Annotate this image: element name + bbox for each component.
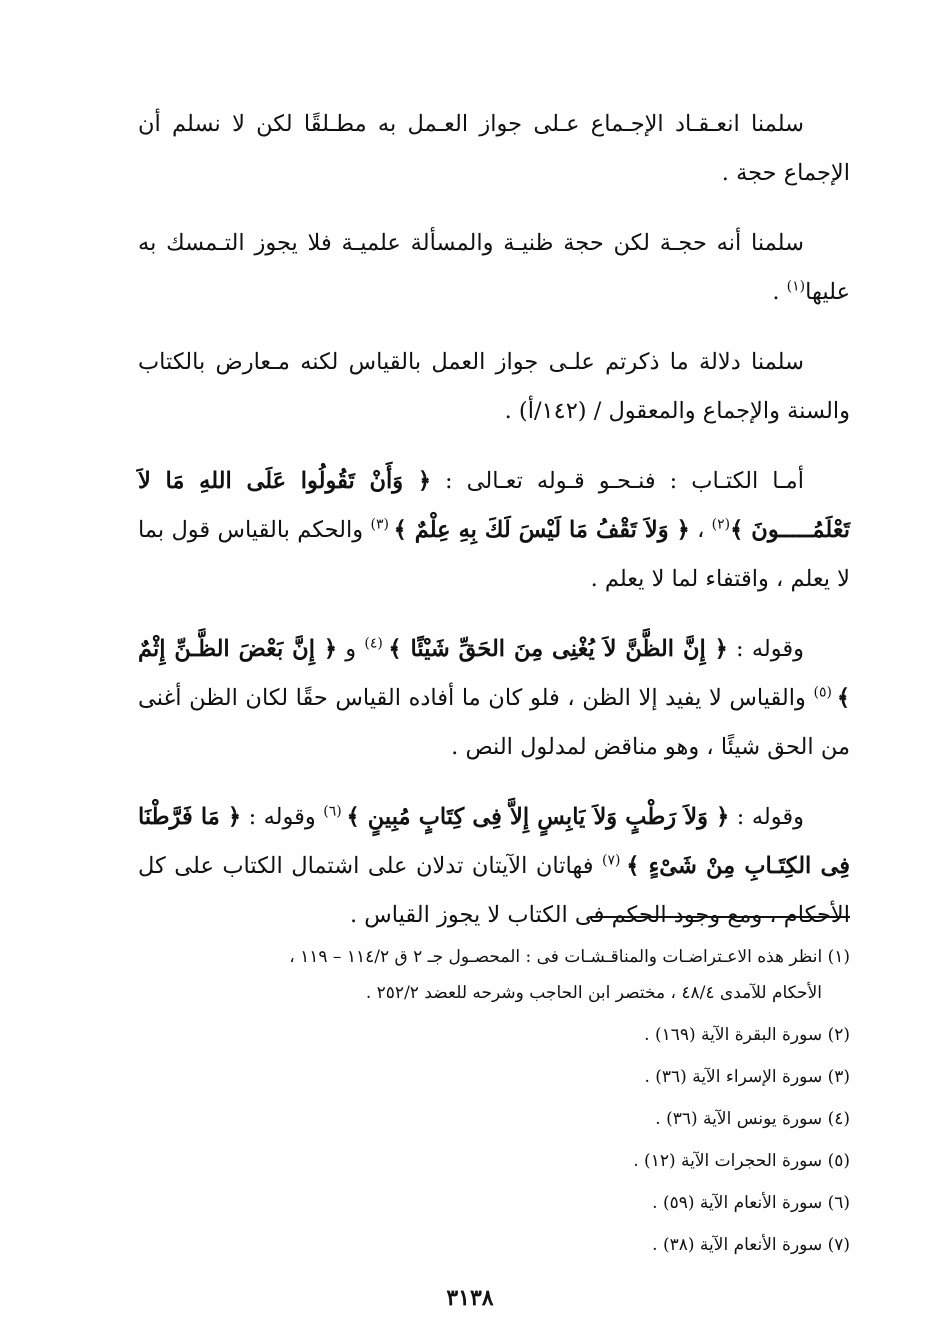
paragraph-5-sep: و bbox=[337, 636, 365, 662]
paragraph-6-sep: وقوله : bbox=[241, 804, 324, 830]
footnote-ref-3: (٣) bbox=[370, 516, 394, 533]
footnotes bbox=[140, 936, 850, 1266]
quran-verse-1: ﴿ وَأَنْ تَقُولُوا عَلَى اللهِ مَا لاَ تَعْلَمُـــــونَ ﴾ bbox=[138, 468, 850, 543]
paragraph-5-intro: وقوله : bbox=[727, 636, 805, 662]
paragraph-3-text: سلمنا دلالة ما ذكرتم علـى جواز العمل بالقياس لكنه مـعارض بالكتاب والسنة والإجماع والمعقول / (١٤٢/أ) . bbox=[138, 349, 850, 424]
paragraph-4-text: والحكم بالقياس قول بما لا يعلم ، واقتفاء لما لا يعلم . bbox=[138, 517, 850, 592]
paragraph-4-intro: أمـا الكتـاب : فنـحـو قـوله تعـالى : bbox=[431, 468, 804, 494]
paragraph-4 bbox=[138, 457, 850, 604]
paragraph-4-sep: ، bbox=[689, 517, 712, 543]
footnote-2: (٢) سورة البقرة الآية (١٦٩) . bbox=[644, 1025, 850, 1045]
paragraph-2-end: . bbox=[772, 279, 787, 305]
paragraph-6-text: فهاتان الآيتان تدلان على اشتمال الكتاب على كل الأحكام ، ومع وجود الحكم فى الكتاب لا يجوز القياس . bbox=[138, 853, 850, 928]
footnote-ref-2: (٢) bbox=[711, 516, 731, 533]
main-text bbox=[138, 100, 850, 961]
paragraph-2-text: سلمنا أنه حجـة لكن حجة ظنيـة والمسألة علميـة فلا يجوز التـمسك به عليها bbox=[138, 230, 850, 305]
quran-verse-3: ﴿ إِنَّ الظَّنَّ لاَ يُغْنِى مِنَ الحَقِّ شَيْئًا ﴾ bbox=[388, 636, 728, 662]
paragraph-5 bbox=[138, 625, 850, 772]
footnote-1: (١) انظر هذه الاعـتراضـات والمناقـشـات فى : المحصـول جـ ٢ ق ١١٤/٢ – ١١٩ ، bbox=[289, 947, 850, 967]
quran-verse-5: ﴿ وَلاَ رَطْبٍ وَلاَ يَابِسٍ إِلاَّ فِى كِتَابٍ مُبِينٍ ﴾ bbox=[346, 804, 730, 830]
paragraph-1 bbox=[138, 100, 850, 198]
page-number: ٣١٣٨ bbox=[446, 1285, 494, 1311]
paragraph-3 bbox=[138, 338, 850, 436]
footnote-ref-4: (٤) bbox=[364, 635, 389, 652]
footnote-5: (٥) سورة الحجرات الآية (١٢) . bbox=[633, 1151, 850, 1171]
quran-verse-4: ﴿ إِنَّ بَعْضَ الظَّـنِّ إِثْمٌ ﴾ bbox=[138, 636, 850, 711]
quran-verse-6: ﴿ مَا فَرَّطْنَا فِى الكِتَـابِ مِنْ شَىْءٍ ﴾ bbox=[138, 804, 850, 879]
footnote-ref-6: (٦) bbox=[323, 803, 347, 820]
paragraph-5-text: والقياس لا يفيد إلا الظن ، فلو كان ما أفاده القياس حقًا لكان الظن أغنى من الحق شيئًا ، وهو مناقض لمدلول النص . bbox=[138, 685, 850, 760]
footnote-7: (٧) سورة الأنعام الآية (٣٨) . bbox=[652, 1235, 850, 1255]
paragraph-2 bbox=[138, 219, 850, 317]
footnote-4: (٤) سورة يونس الآية (٣٦) . bbox=[655, 1109, 850, 1129]
paragraph-1-text: سلمنا انعـقـاد الإجـماع عـلى جواز العـمل به مطـلقًا لكن لا نسلم أن الإجماع حجة . bbox=[138, 111, 850, 186]
footnote-1-continued: الأحكام للآمدى ٤٨/٤ ، مختصر ابن الحاجب وشرحه للعضد ٢٥٢/٢ . bbox=[365, 983, 822, 1003]
footnote-ref-7: (٧) bbox=[602, 852, 627, 869]
footnote-separator bbox=[590, 916, 850, 918]
paragraph-6-intro: وقوله : bbox=[729, 804, 804, 830]
footnote-ref-1: (١) bbox=[786, 278, 806, 295]
footnote-ref-5: (٥) bbox=[813, 684, 837, 701]
quran-verse-2: ﴿ وَلاَ تَقْفُ مَا لَيْسَ لَكَ بِهِ عِلْمٌ ﴾ bbox=[393, 517, 690, 543]
footnote-6: (٦) سورة الأنعام الآية (٥٩) . bbox=[652, 1193, 850, 1213]
footnote-3: (٣) سورة الإسراء الآية (٣٦) . bbox=[644, 1067, 850, 1087]
